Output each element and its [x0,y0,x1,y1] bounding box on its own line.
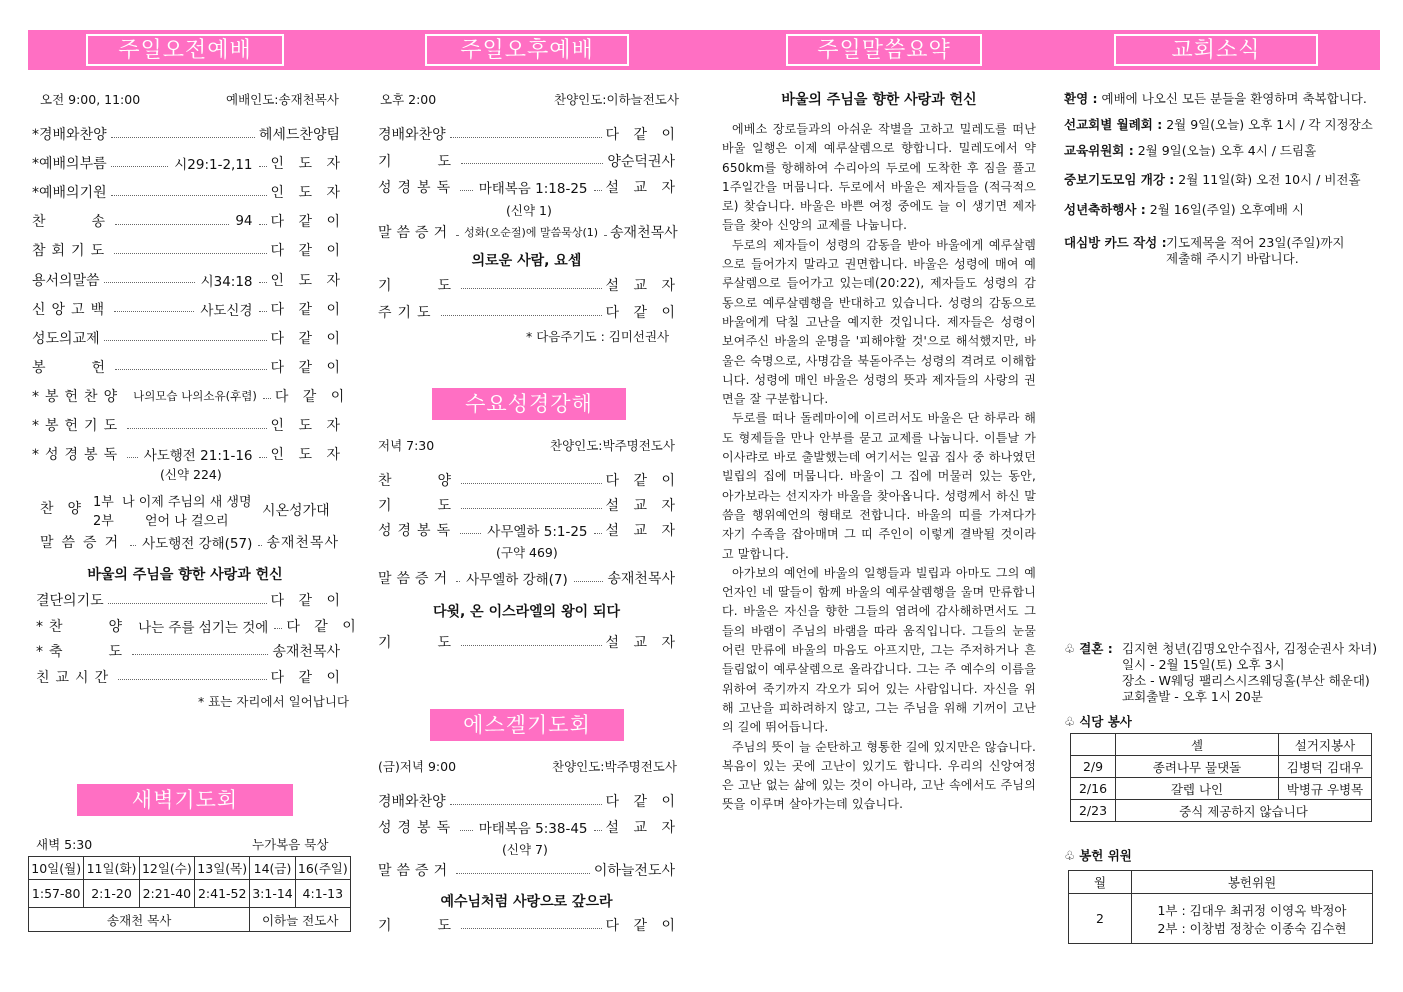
service-label: 결단의기도 [36,593,104,609]
dot-leader [259,224,267,225]
news-key: 중보기도모임 개강 : [1064,172,1175,187]
dawn-verse: 4:1-13 [295,880,350,908]
dawn-verse: 2:21-40 [139,880,194,908]
service-row [32,328,340,348]
service-detail: 시34:18 [199,270,255,290]
kitchen-cell: 2/16 [1071,778,1116,800]
dot-leader [594,533,602,534]
wednesday-sermon-row [378,568,675,588]
dot-leader [456,235,458,236]
wednesday-header: 수요성경강해 [432,388,626,420]
service-leader: 설 교 자 [605,498,675,514]
service-row [378,177,675,197]
service-label: *찬 양 [36,618,129,635]
dot-leader [108,603,267,604]
service-row [378,632,675,652]
ezekiel-reading-page: (신약 7) [502,842,548,857]
service-leader: 설 교 자 [605,523,675,539]
service-leader: 인 도 자 [270,156,340,173]
news-key: 환영 : [1064,91,1098,106]
service-row [36,590,340,610]
wednesday-sermon-title: 다윗, 온 이스라엘의 왕이 되다 [432,604,621,620]
next-prayer-note: * 다음주기도 : 김미선권사 [526,329,670,344]
service-leader: 다 같 이 [286,618,356,635]
dawn-time: 새벽 5:30 [36,837,93,852]
service-leader: 인 도 자 [270,272,340,289]
wednesday-sermon-label: 말씀증거 [378,571,453,587]
choir-song-line1: 나 이제 주님의 새 생명 [122,495,252,510]
afternoon-sermon-passage: 성화(오순절)에 말씀묵상(1) [464,226,599,239]
service-leader: 다 같 이 [605,918,675,934]
service-leader: 다 같 이 [605,305,675,321]
kitchen-cell: 김병덕 김대우 [1279,756,1372,778]
visit-card-line1: 기도제목을 적어 23일(주일)까지 [1166,235,1345,250]
news-item-visit-card [1064,233,1167,251]
wedding-place: 장소 - W웨딩 팰리스시즈웨딩홀(부산 해운대) [1122,673,1370,688]
news-value: 2월 11일(화) 오전 10시 / 비전홀 [1174,172,1361,187]
service-label: 주기도 [378,305,437,321]
service-leader: 다 같 이 [270,214,340,231]
wednesday-leader: 찬양인도:박주명전도사 [550,438,675,453]
service-label: 기 도 [378,278,458,294]
service-label: *성경봉독 [32,447,124,464]
dot-leader [461,928,601,929]
service-label: 성도의교제 [32,330,100,347]
ezekiel-sermon-row [378,860,675,880]
summary-body [722,120,1036,815]
kitchen-cell: 종려나무 물댓돌 [1116,756,1279,778]
wedding-time: 일시 - 2월 15일(토) 오후 3시 [1122,657,1285,672]
dot-leader [258,545,262,546]
summary-paragraph: 아가보의 예언에 바울의 일행들과 빌립과 아마도 그의 예언자인 네 딸들이 함께 바울의 예루살렘행을 울며 만류합니다. 바울은 자신을 향한 그들의 염려에 감사해하면서도 그들의 바램이 주님의 바램을 따라 움직입니다. 그들의 눈물어린 만류에 바울의 마음도 아프지만, 그는 주저하거나 흔들림없이 예루살렘으로 올라갑니다. 그는 주 예수의 이름을 위하여 죽기까지 각오가 되어 있는 사람입니다. 자신을 위해 고난을 피하려하지 않고, 그는 주님을 위해 기꺼이 고난의 길에 뛰어듭니다. [722,565,1036,735]
dawn-day: 16(주일) [295,857,350,880]
news-value: 2월 9일(오늘) 오후 1시 / 각 지정장소 [1162,117,1373,132]
morning-sermon-label: 말씀증거 [40,535,127,551]
dot-leader [111,137,255,138]
clover-icon: ♧ [1064,848,1076,863]
church-news-header: 교회소식 [1114,34,1318,66]
dot-leader [450,804,602,805]
service-leader: 다 같 이 [270,359,340,376]
service-row [378,151,675,171]
service-row [32,386,345,406]
news-item-education [1064,141,1316,159]
news-value: 2월 16일(주일) 오후예배 시 [1145,202,1304,217]
summary-paragraph: 에베소 장로들과의 아쉬운 작별을 고하고 밀레도를 떠난 바울 일행은 이제 예루살렘으로 향합니다. 밀레도에서 약 650km를 항해하여 수리아의 두로에 도착한 후 짐을 풀고 1주일간을 머뭅니다. 두로에서 바울은 제자들을 (적극적으로) 찾습니다. 바울은 바쁜 여정 중에도 늘 이 생기면 제자들을 찾아 신앙의 교제를 나눕니다. [722,122,1036,233]
service-label: 찬 송 [32,214,112,231]
offering-line-1: 1부 : 김대우 최귀정 이영옥 박정아 [1157,902,1347,918]
service-label: 기 도 [378,498,458,514]
dot-leader [441,315,602,316]
dawn-verse: 2:1-20 [84,880,139,908]
service-label: *봉헌기도 [32,418,124,434]
wednesday-sermon-preacher: 송재천목사 [607,571,675,587]
service-label: 성경봉독 [378,523,457,539]
kitchen-table [1070,733,1372,822]
service-label: 찬 양 [378,473,458,489]
dawn-schedule-table [28,856,351,932]
service-label: 기 도 [378,918,458,934]
morning-reading-page: (신약 224) [160,467,222,482]
summary-paragraph: 두로의 제자들이 성령의 감동을 받아 바울에게 예루살렘으로 들어가지 말라고 권면합니다. 바울은 성령에 매여 예루살렘으로 들어가고 있는데(20:22), 제자들도 성령의 감동으로 예루살렘행을 반대하고 있습니다. 성령의 감동으로 바울에게 닥칠 고난을 예지한 것입니다. 제자들은 성령이 보여주신 바울의 운명을 '피해야할 것'으로 해석했지만, 바울은 숙명으로, 사명감을 북돋아주는 성령의 격려로 이해합니다. 성령에 매인 바울은 성령의 뜻과 제자들의 사랑의 권면을 잘 구분합니다. [722,237,1036,407]
afternoon-sermon-title: 의로운 사람, 요셉 [471,253,582,269]
service-row [378,275,675,295]
ezekiel-leader: 찬양인도:박주명전도사 [552,759,677,774]
service-leader: 설 교 자 [605,278,675,294]
offering-members [1132,894,1373,944]
service-label: *봉헌찬양 [32,388,124,405]
dot-leader [461,508,601,509]
service-row [378,915,675,935]
service-leader: 다 같 이 [270,669,340,686]
service-label: *예배의부름 [32,156,107,173]
news-item-mission [1064,115,1373,133]
service-leader: 양순덕권사 [607,153,675,170]
dot-leader [456,873,590,874]
afternoon-worship-header: 주일오후예배 [425,34,629,66]
service-label: *경배와찬양 [32,127,107,143]
afternoon-sermon-row [378,222,678,242]
news-item-adulthood [1064,200,1304,218]
dot-leader [115,224,229,225]
service-row [378,124,675,144]
morning-time: 오전 9:00, 11:00 [40,92,141,107]
service-leader: 설 교 자 [605,820,675,836]
service-detail: 시29:1-2,11 [172,153,254,173]
service-row [378,520,675,540]
service-row [32,153,340,173]
dot-leader [259,457,267,458]
dawn-day: 12일(수) [139,857,194,880]
dot-leader [132,654,268,655]
news-key: 교육위원회 : [1064,143,1134,158]
service-leader: 설 교 자 [605,635,675,651]
ezekiel-header: 에스겔기도회 [430,709,624,741]
choir-label: 찬 양 [40,501,82,517]
kitchen-cell: 중식 제공하지 않습니다 [1116,800,1372,822]
dawn-day: 14(금) [250,857,295,880]
service-row [32,299,340,319]
dot-leader [263,398,271,399]
service-row [378,817,675,837]
wednesday-reading-page: (구약 469) [496,545,558,560]
dawn-day: 11일(화) [84,857,139,880]
kitchen-title: 식당 봉사 [1079,714,1132,729]
service-label: 용서의말씀 [32,272,100,289]
service-label: 경배와찬양 [378,794,446,810]
morning-sermon-title: 바울의 주님을 향한 사랑과 헌신 [87,567,283,583]
kitchen-cell: 박병규 우병목 [1279,778,1372,800]
dot-leader [594,190,602,191]
afternoon-time: 오후 2:00 [380,92,437,107]
dot-leader [259,311,267,312]
news-item-intercession [1064,170,1361,188]
service-label: *예배의기원 [32,185,107,202]
morning-leader: 예배인도:송재천목사 [226,92,339,107]
morning-worship-header: 주일오전예배 [86,34,284,66]
choir-part2: 2부 [93,514,114,529]
kitchen-header-cell: 셀 [1116,734,1279,756]
dot-leader [461,288,601,289]
offering-line-2: 2부 : 이창범 정창순 이종숙 김수현 [1157,920,1347,936]
dot-leader [111,195,267,196]
dawn-day: 13일(목) [195,857,250,880]
service-label: 기 도 [378,635,458,651]
morning-sermon-row [40,532,340,552]
service-leader: 헤세드찬양팀 [258,127,340,143]
dot-leader [127,457,138,458]
ezekiel-sermon-label: 말씀증거 [378,863,453,879]
service-label: 성경봉독 [378,820,457,836]
dot-leader [114,311,194,312]
service-detail: 나는 주를 섬기는 것에 [136,616,270,636]
service-detail: 94 [235,213,253,230]
choir-who: 시온성가대 [262,503,330,519]
service-leader: 다 같 이 [270,243,340,260]
afternoon-reading-page: (신약 1) [506,203,552,218]
service-label: *축 도 [36,644,129,660]
service-row [378,470,675,490]
service-row [36,616,356,636]
service-row [378,791,675,811]
visit-card-line2: 제출해 주시기 바랍니다. [1166,251,1299,266]
morning-sermon-preacher: 송재천목사 [266,535,339,551]
news-key: 선교회별 월례회 : [1064,117,1163,132]
service-label: 친교시간 [36,669,115,686]
service-row [32,182,340,202]
offering-header-cell: 봉헌위원 [1132,871,1373,894]
service-detail: 마태복음 1:18-25 [477,177,590,197]
dot-leader [574,581,604,582]
service-label: 기 도 [378,153,458,170]
service-label: 경배와찬양 [378,127,446,143]
summary-paragraph: 두로를 떠나 돌레마이에 이르러서도 바울은 단 하루라 해도 형제들을 만나 안부를 묻고 교제를 나눕니다. 이튿날 가이사랴로 바로 출발했는데 여기서는 일곱 집사 중 하나였던 빌립의 집에 머뭅니다. 바울이 그 집에 머물러 있는 동안, 아가보라는 선지자가 바울을 찾아옵니다. 성령께서 하신 말씀을 행위예언의 형태로 전합니다. 바울의 띠를 가져다가 자기 수족을 잡아매며 그 띠 주인이 이렇게 결박될 것이라고 말합니다. [722,411,1036,561]
service-label: 신앙고백 [32,301,111,318]
afternoon-sermon-label: 말씀증거 [378,225,453,241]
kitchen-header-cell: 설거지봉사 [1279,734,1372,756]
dot-leader [460,533,481,534]
dot-leader [604,235,606,236]
wedding-label: 결혼 : [1079,641,1113,656]
service-row [32,240,340,260]
news-value: 2월 9일(오늘) 오후 4시 / 드림홀 [1133,143,1317,158]
dawn-verse: 3:1-14 [250,880,295,908]
ezekiel-sermon-title: 예수님처럼 사랑으로 갚으라 [440,894,613,910]
service-leader: 다 같 이 [274,388,345,405]
kitchen-cell: 2/9 [1071,756,1116,778]
service-detail: 사도신경 [198,299,254,319]
offering-title: 봉헌 위원 [1079,848,1132,863]
dot-leader [114,253,266,254]
service-leader: 인 도 자 [270,418,340,434]
dot-leader [127,428,266,429]
service-detail: 마태복음 5:38-45 [477,817,590,837]
dawn-verse: 1:57-80 [29,880,84,908]
news-item-welcome [1064,89,1367,107]
summary-title: 바울의 주님을 향한 사랑과 헌신 [781,92,977,108]
service-leader: 다 같 이 [605,127,675,143]
clover-icon: ♧ [1064,714,1076,729]
kitchen-cell: 갈렙 나인 [1116,778,1279,800]
service-leader: 다 같 이 [605,473,675,489]
dot-leader [460,830,473,831]
service-row [378,302,675,322]
service-leader: 인 도 자 [270,447,340,464]
kitchen-header [1064,712,1132,730]
service-row [32,124,340,144]
dot-leader [259,166,267,167]
service-leader: 다 같 이 [270,301,340,318]
standing-note: * 표는 자리에서 일어납니다 [198,694,349,709]
morning-sermon-passage: 사도행전 강해(57) [140,532,254,552]
dawn-prayer-header: 새벽기도회 [77,784,293,816]
dot-leader [456,581,460,582]
service-leader: 인 도 자 [270,185,340,202]
service-leader: 다 같 이 [270,330,340,347]
afternoon-sermon-preacher: 송재천목사 [610,225,678,241]
service-row [32,211,340,231]
wedding-header [1064,639,1113,657]
service-detail: 사무엘하 5:1-25 [485,520,589,540]
service-row [378,495,675,515]
dawn-day: 10일(월) [29,857,84,880]
summary-paragraph: 주님의 뜻이 늘 순탄하고 형통한 길에 있지만은 않습니다. 복음이 있는 곳에 고난이 있기도 합니다. 우리의 신앙여정은 고난 없는 삶에 있는 것이 아니라, 고난 속에서도 주님의 뜻을 이루며 살아가는데 있습니다. [722,739,1036,812]
ezekiel-time: (금)저녁 9:00 [378,759,457,774]
dot-leader [594,830,602,831]
dot-leader [461,483,601,484]
dot-leader [115,369,266,370]
service-label: 봉 헌 [32,359,112,376]
service-leader: 설 교 자 [605,180,675,196]
offering-header-cell: 월 [1069,871,1132,894]
wednesday-time: 저녁 7:30 [378,438,435,453]
service-detail: 사도행전 21:1-16 [142,444,255,464]
news-value: 예배에 나오신 모든 분들을 환영하며 축복합니다. [1097,91,1367,106]
dot-leader [130,545,136,546]
dot-leader [450,137,602,138]
choir-part1: 1부 [93,495,114,510]
service-label: 참회기도 [32,243,111,260]
wednesday-sermon-passage: 사무엘하 강해(7) [464,568,570,588]
dawn-pastor-1: 송재천 목사 [29,908,250,932]
service-row [32,270,340,290]
offering-table [1068,870,1373,944]
dot-leader [274,628,282,629]
service-leader: 다 같 이 [605,794,675,810]
clover-icon: ♧ [1064,641,1076,656]
dot-leader [460,190,473,191]
service-row [36,641,340,661]
dot-leader [118,679,266,680]
kitchen-header-cell [1071,734,1116,756]
kitchen-cell: 2/23 [1071,800,1116,822]
service-leader: 다 같 이 [270,593,340,609]
service-detail: 나의모습 나의소유(후렴) [133,388,257,403]
dot-leader [104,340,267,341]
service-row [32,444,340,464]
news-key: 성년축하행사 : [1064,202,1146,217]
sermon-summary-header: 주일말씀요약 [786,34,982,66]
service-row [32,357,340,377]
service-row [32,415,340,435]
news-key: 대심방 카드 작성 : [1064,235,1167,250]
dot-leader [259,282,267,283]
dawn-book: 누가복음 묵상 [252,837,329,852]
service-row [36,667,340,687]
dot-leader [104,282,195,283]
choir-song-line2: 얻어 나 걸으리 [145,514,229,529]
ezekiel-sermon-preacher: 이하늘전도사 [593,863,675,879]
dot-leader [461,163,603,164]
wedding-name: 김지현 청년(김명오안수집사, 김정순권사 차녀) [1122,641,1378,656]
offering-month: 2 [1069,894,1132,944]
dawn-verse: 2:41-52 [195,880,250,908]
dawn-pastor-2: 이하늘 전도사 [250,908,351,932]
service-leader: 송재천목사 [272,644,340,660]
offering-header [1064,846,1132,864]
afternoon-leader: 찬양인도:이하늘전도사 [554,92,679,107]
service-label: 성경봉독 [378,180,457,196]
wedding-bus: 교회출발 - 오후 1시 20분 [1122,689,1263,704]
dot-leader [461,645,601,646]
dot-leader [111,166,169,167]
